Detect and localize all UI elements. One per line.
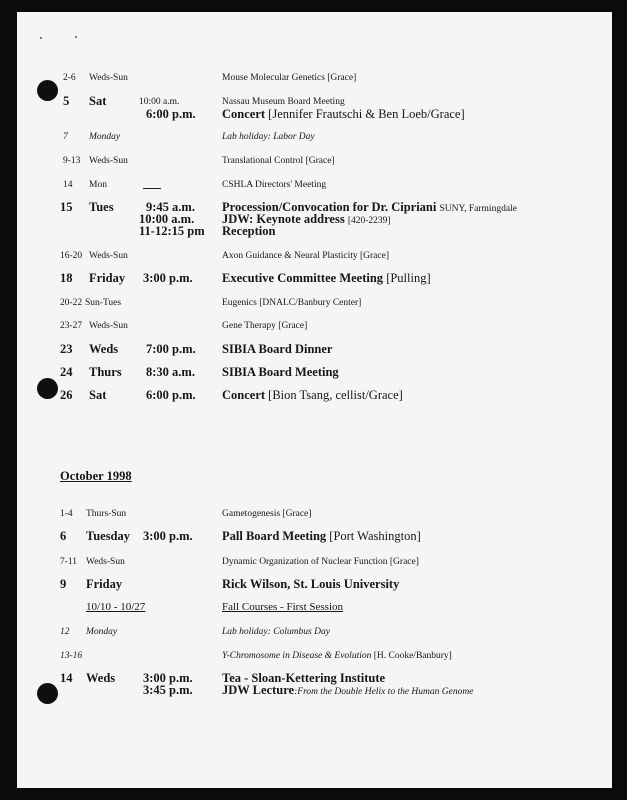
row-event: Concert [Jennifer Frautschi & Ben Loeb/Grace] [222,107,465,121]
row-time: 9:45 a.m. [146,200,195,214]
row-event: Mouse Molecular Genetics [Grace] [222,73,357,83]
row-day: Sat [89,388,107,402]
row-day: Sat [89,94,107,108]
row-event: JDW Lecture:From the Double Helix to the Human Genome [222,683,474,697]
date-range: 10/10 - 10/27 [86,601,146,613]
row-date: 9-13 [63,156,81,166]
row-day: Friday [89,271,126,285]
row-event: Gametogenesis [Grace] [222,509,312,519]
row-date: 18 [60,271,73,285]
row-event: Lab holiday: Labor Day [222,132,315,142]
row-day: Weds-Sun [89,73,128,83]
row-time: 3:00 p.m. [143,671,193,685]
row-date: 1-4 [60,509,73,519]
row-day: Tues [89,200,114,214]
row-time: 6:00 p.m. [146,388,196,402]
row-date: 23-27 [60,321,83,331]
row-date: 6 [60,529,67,543]
row-day: Weds-Sun [89,156,128,166]
row-day: Sun-Tues [85,298,122,308]
row-time: 10:00 a.m. [139,97,180,107]
row-date: 24 [60,365,73,379]
row-date: 26 [60,388,73,402]
row-date: 20-22 [60,298,83,308]
month-heading: October 1998 [60,469,132,483]
row-date: 9 [60,577,67,591]
row-date: 7 [63,132,68,142]
row-event: Eugenics [DNALC/Banbury Center] [222,298,362,308]
row-day: Weds [89,342,119,356]
row-time: 11-12:15 pm [139,224,205,238]
row-time: 3:00 p.m. [143,271,193,285]
row-date: 7-11 [60,557,78,567]
punch-hole [37,683,58,704]
row-date: 5 [63,94,70,108]
row-event: Dynamic Organization of Nuclear Function [Grace] [222,557,419,567]
row-day: Mon [89,180,107,190]
row-event: Fall Courses - First Session [222,601,344,613]
row-event: Nassau Museum Board Meeting [222,97,345,107]
row-day: Weds-Sun [89,321,128,331]
row-event: SIBIA Board Meeting [222,365,339,379]
row-event: Translational Control [Grace] [222,156,335,166]
row-time: 7:00 p.m. [146,342,196,356]
row-day: Thurs [89,365,122,379]
row-event: Gene Therapy [Grace] [222,321,308,331]
row-day: Friday [86,577,123,591]
row-day: Weds-Sun [89,251,128,261]
speck [75,36,77,38]
row-date: 16-20 [60,251,83,261]
row-event: Rick Wilson, St. Louis University [222,577,400,591]
row-day: Thurs-Sun [86,509,127,519]
row-date: 14 [60,671,73,685]
row-event: CSHLA Directors' Meeting [222,180,327,190]
row-day: Tuesday [86,529,131,543]
row-time: 6:00 p.m. [146,107,196,121]
row-day: Monday [86,627,118,637]
row-day: Weds [86,671,116,685]
row-event: Executive Committee Meeting [Pulling] [222,271,431,285]
row-event: Y-Chromosome in Disease & Evolution [H. Cooke/Banbury] [222,651,452,661]
row-time: 8:30 a.m. [146,365,195,379]
row-event: Concert [Bion Tsang, cellist/Grace] [222,388,403,402]
row-date: 13-16 [60,651,83,661]
row-event: Reception [222,224,276,238]
row-time: 3:45 p.m. [143,683,193,697]
row-time: 10:00 a.m. [139,212,195,226]
row-date: 14 [63,180,73,190]
row-date: 15 [60,200,73,214]
row-event: Lab holiday: Columbus Day [222,627,330,637]
punch-hole [37,378,58,399]
punch-hole [37,80,58,101]
row-event: Pall Board Meeting [Port Washington] [222,529,421,543]
row-date: 2-6 [63,73,76,83]
speck [40,37,42,39]
row-event: SIBIA Board Dinner [222,342,333,356]
row-date: 12 [60,627,70,637]
row-time: 3:00 p.m. [143,529,193,543]
row-event: Tea - Sloan-Kettering Institute [222,671,386,685]
blank-time-line [143,188,161,189]
row-event: Axon Guidance & Neural Plasticity [Grace] [222,251,389,261]
row-day: Monday [89,132,121,142]
row-event: JDW: Keynote address [420-2239] [222,212,391,226]
row-day: Weds-Sun [86,557,125,567]
row-date: 23 [60,342,73,356]
row-event: Procession/Convocation for Dr. Cipriani SUNY, Farmingdale [222,200,517,214]
